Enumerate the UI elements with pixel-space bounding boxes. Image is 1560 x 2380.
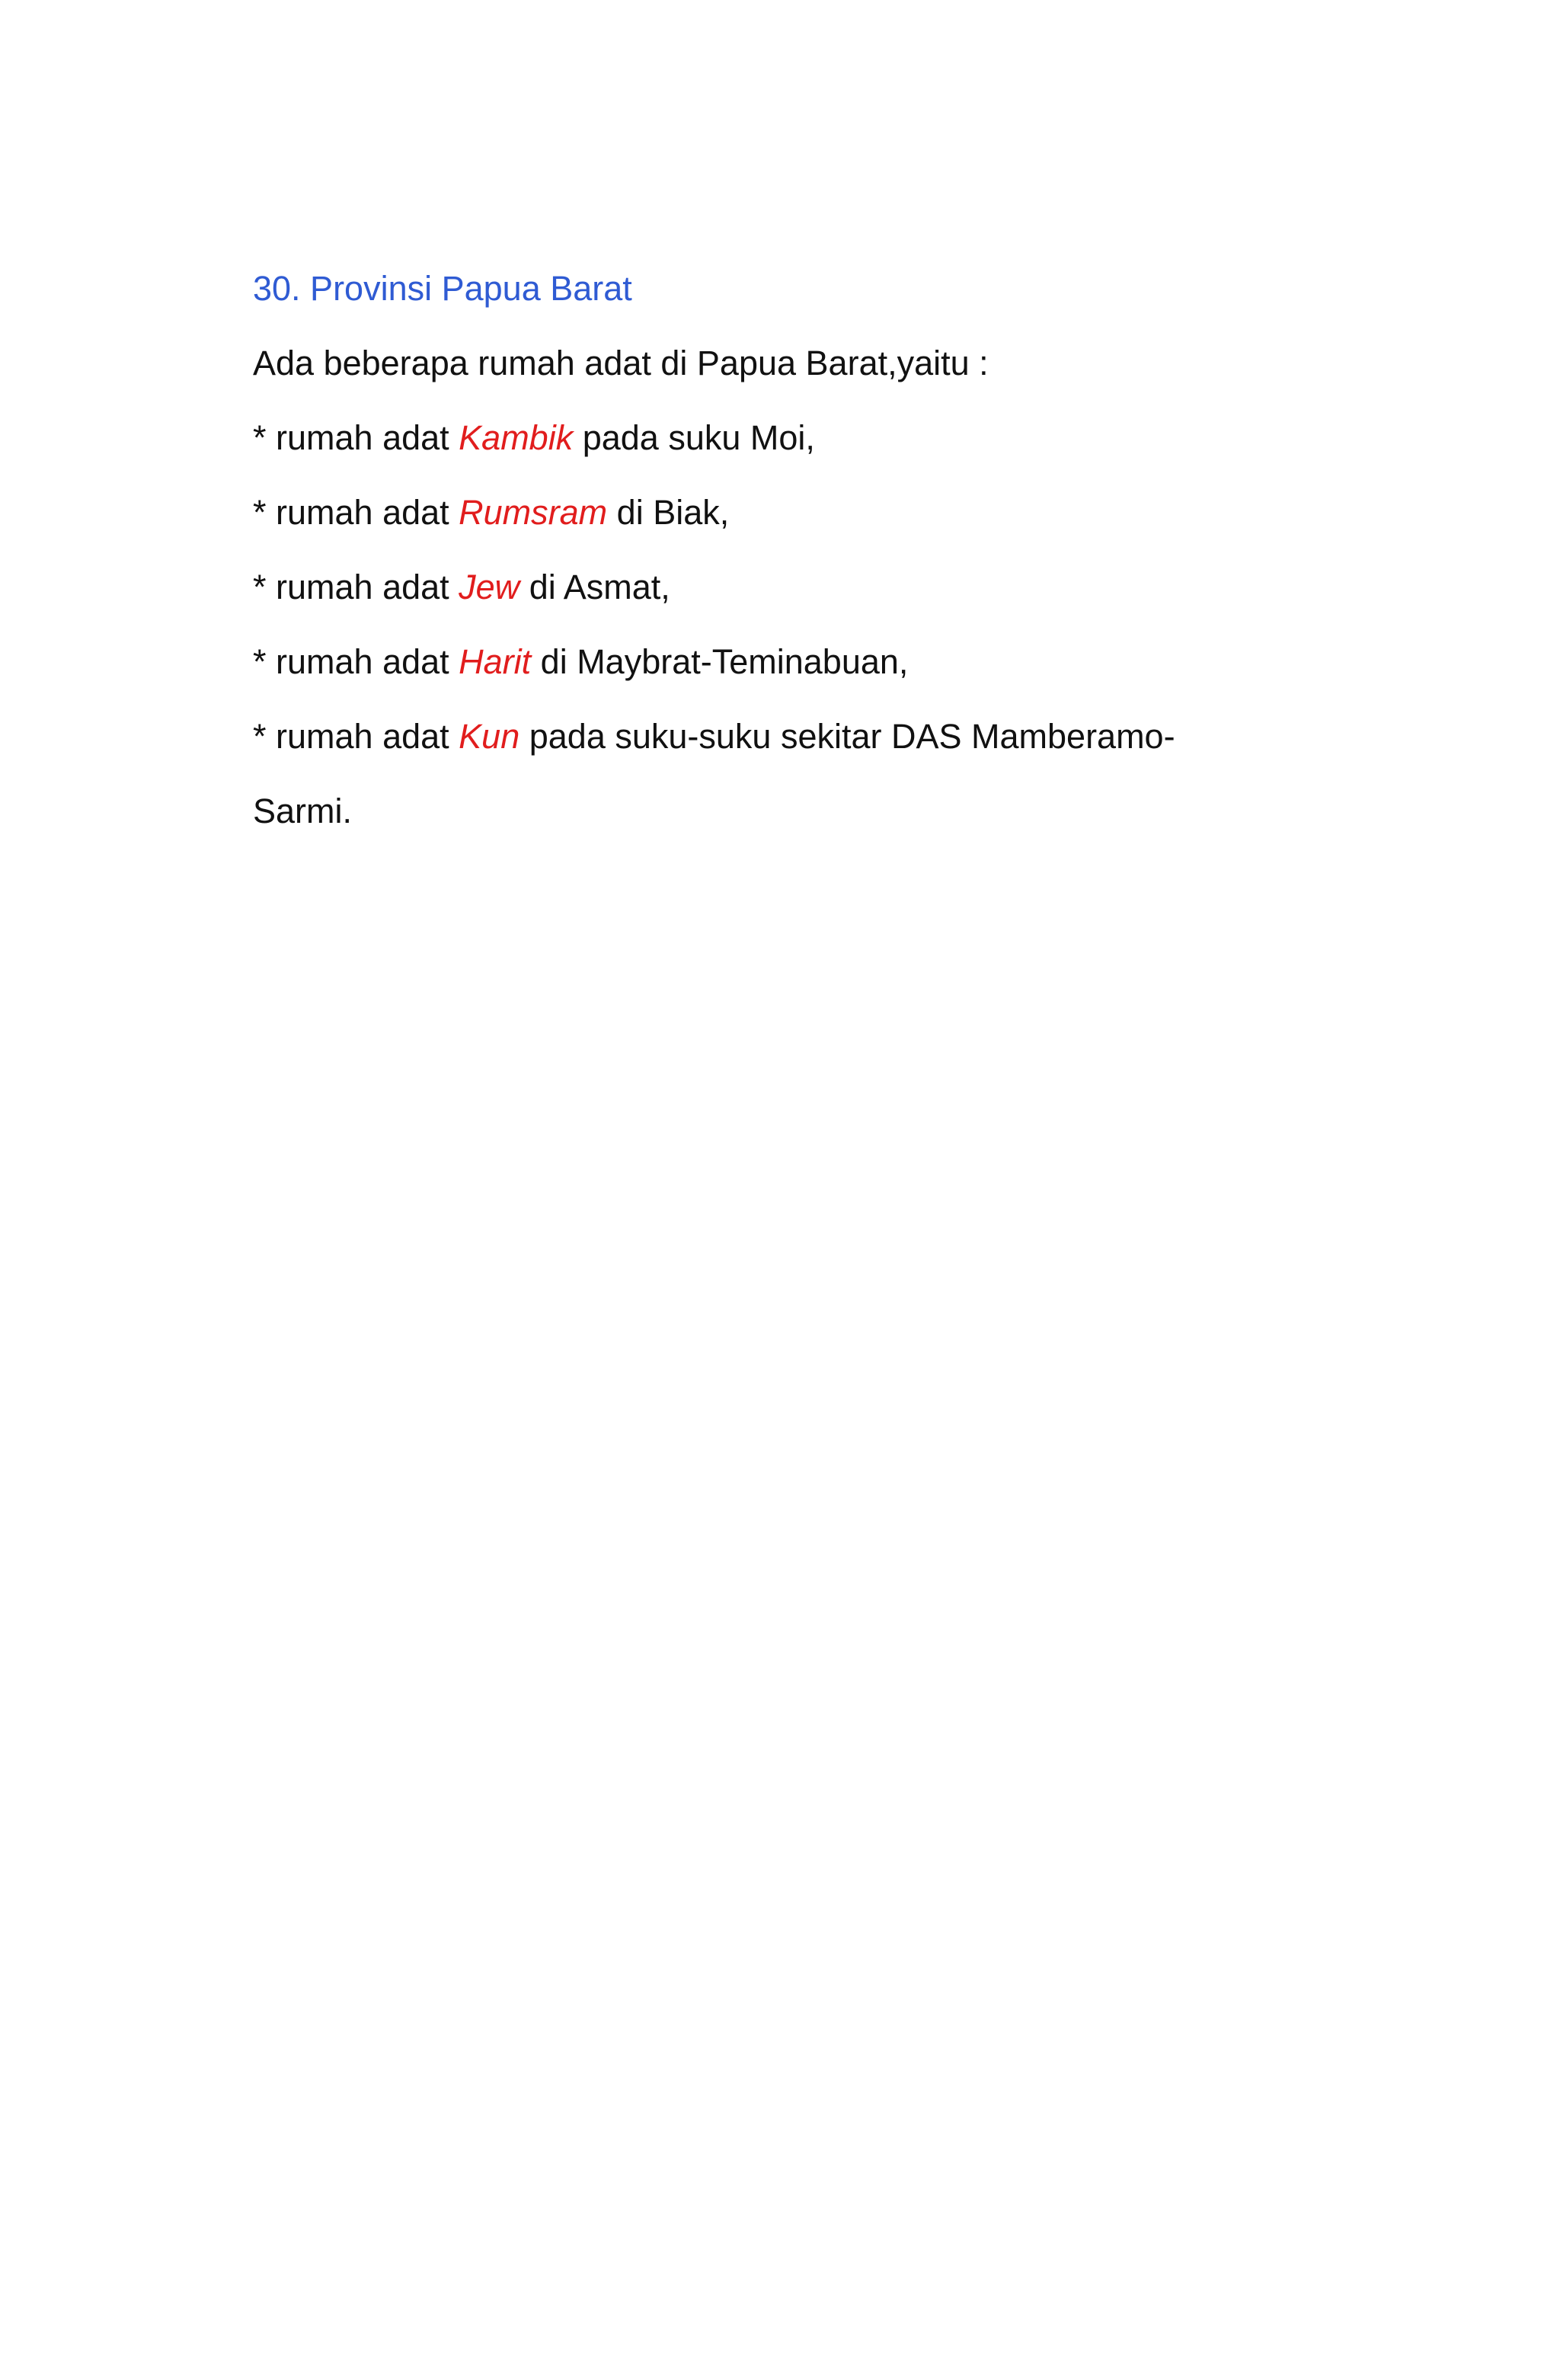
list-item-suffix: di Maybrat-Teminabuan, — [531, 642, 909, 681]
house-name: Jew — [459, 568, 520, 606]
list-item — [253, 699, 1319, 774]
document-body — [253, 251, 1319, 849]
list-item-prefix: * rumah adat — [253, 568, 459, 606]
section-heading: 30. Provinsi Papua Barat — [253, 269, 632, 308]
list-item-suffix: pada suku Moi, — [573, 418, 815, 457]
list-item — [253, 401, 1319, 475]
house-name: Kun — [459, 717, 520, 756]
list-item — [253, 625, 1319, 699]
list-item-suffix: di Asmat, — [519, 568, 670, 606]
list-item — [253, 550, 1319, 625]
list-item-suffix: pada suku-suku sekitar DAS Mamberamo- — [519, 717, 1175, 756]
list-item — [253, 475, 1319, 550]
list-item-continuation: Sarmi. — [253, 792, 353, 830]
list-item-prefix: * rumah adat — [253, 642, 459, 681]
list-item-suffix: di Biak, — [607, 493, 730, 532]
intro-paragraph: Ada beberapa rumah adat di Papua Barat,yaitu : — [253, 344, 989, 382]
list-item-prefix: * rumah adat — [253, 418, 459, 457]
house-name: Harit — [459, 642, 532, 681]
list-item-prefix: * rumah adat — [253, 493, 459, 532]
house-name: Rumsram — [459, 493, 608, 532]
house-name: Kambik — [459, 418, 574, 457]
list-item-prefix: * rumah adat — [253, 717, 459, 756]
